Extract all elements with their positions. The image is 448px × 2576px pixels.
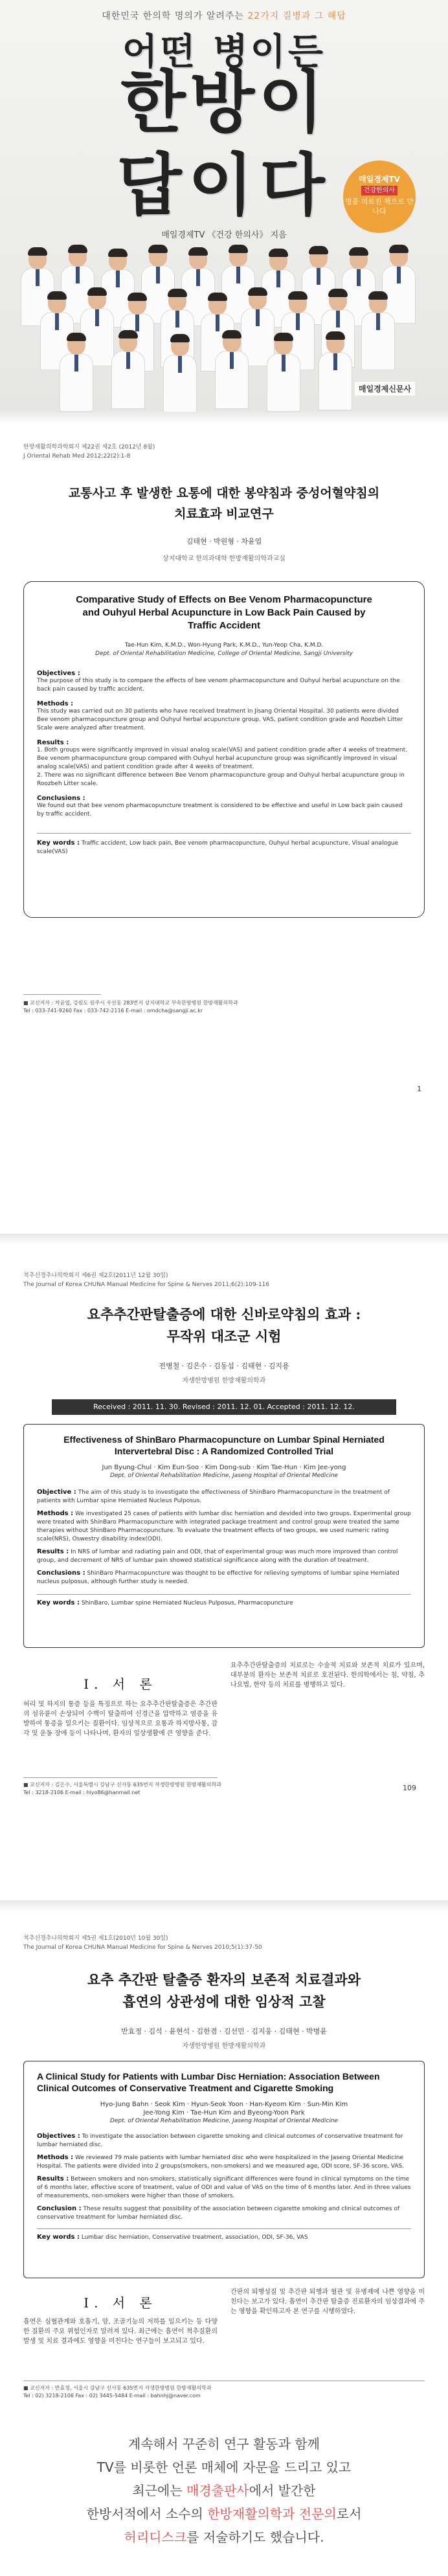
paper-3 [0,1900,448,2412]
paper3-body-right: 간판의 퇴행성질 및 추간판 퇴행과 혈관 및 유병제에 나쁜 영향을 미친다는 보고가 있다. 흡연이 추간판 탈출증 진료환자의 임상결과에 주는 영향을 확인하고자 본 연구를 시행하였다. [230,2289,425,2315]
paper3-footnote-line1: ■ 교신저자 : 반효정, 서울시 강남구 신사동 635번지 자생한방병원 한방재활의학과 [23,2385,212,2391]
paper-2 [0,1234,448,1900]
paper2-abstract-title-line2: Intervertebral Disc : A Randomized Controlled Trial [114,1446,334,1456]
publisher-logo: 매일경제신문사 [355,382,415,395]
paper1-methods [37,700,411,733]
paper1-footnote [23,999,238,1015]
paper1-objectives-label: Objectives : [37,670,80,677]
paper2-methods-label: Methods : [37,1510,74,1517]
page-shadow [0,1234,448,1245]
closing-line3-pre: 최근에는 [132,2483,187,2498]
cover-author: 매일경제TV 《건강 한의사》 지음 [161,230,287,240]
paper3-meta-line2: The Journal of Korea CHUNA Manual Medicine for Spine & Nerves 2010;5(1):37-50 [23,1944,262,1951]
paper2-footnote-line2: Tel : 3218-2106 E-mail : hiyo86@hanmail.net [23,1790,140,1795]
cover-badge [343,161,416,233]
doctor-figure [317,333,353,410]
paper3-abstract-authors-line1: Hyo-Jung Bahn · Seok Kim · Hyun-Seok Yoon · Han-Kyeom Kim · Sun-Min Kim [100,2101,348,2108]
paper2-authors: 전병철 · 김은수 · 김동섭 · 김태현 · 김지용 [159,1362,289,1370]
paper3-objectives-label: Objectives : [37,2133,80,2140]
paper3-keywords-text: Lumbar disc herniation, Conservative treatment, association, ODI, SF-36, VAS [81,2234,308,2241]
paper2-abstract-title-line1: Effectiveness of ShinBaro Pharmacopuncture on Lumbar Spinal Herniated [63,1434,385,1445]
paper2-conclusions [37,1569,411,1586]
closing-line5 [0,2526,448,2549]
cover-badge-channel: 매일경제TV [359,175,400,184]
paper1-results [37,739,411,788]
paper2-results-label: Results : [37,1548,69,1555]
paper3-conclusion-label: Conclusion : [37,2205,82,2212]
doctor-figure [162,335,198,412]
closing-line2: TV를 비롯한 언론 매체에 자문을 드리고 있고 [96,2459,352,2475]
paper2-dates-bar: Received : 2011. 11. 30. Revised : 2011. 12. 01. Accepted : 2011. 12. 12. [52,1399,396,1415]
cover-title-line1: 어떤 병이든 [122,31,326,73]
paper1-results-text-1: 1. Both groups were significantly improved in visual analog scale(VAS) and patient condition grade after 4 weeks of treatment. Bee venom pharmacopuncture group compared with Ouhyul herbal acupuncture group was significantly improved in visual analog scale(VAS) and patient condition grade after 4 weeks of treatment. [37,747,407,770]
paper2-meta [23,1271,269,1289]
paper1-keywords-text: Traffic accident, Low back pain, Bee venom pharmacopuncture, Ouhyul herbal acupuncture, Visual analogue scale(VAS) [37,840,399,855]
paper1-abstract-authors: Tae-Hun Kim, K.M.D., Won-Hyung Park, K.M.D., Yun-Yeop Cha, K.M.D. [124,642,324,649]
paper3-abstract-authors-line2: Jee-Yong Kim · Tae-Hun Kim and Byeong-Yoon Park [143,2109,305,2116]
paper3-methods-label: Methods : [37,2154,74,2161]
paper2-title [0,1304,448,1348]
paper1-methods-text: This study was carried out on 30 patients who have received treatment in Jisang Oriental Hospital. 30 patients were divided Bee venom pharmacopuncture group and Ouhyul herbal acupuncture group. VAS, patient condition grade and Roozbeh Litter Scale were analyzed after treatment. [37,708,403,731]
paper1-footnote-line2: Tel : 033-741-9260 Fax : 033-742-2116 E-mail : omdcha@sangji.ac.kr [23,1008,203,1014]
cover-tagline-highlight: 22가지 질병과 그 해답 [247,11,346,21]
paper2-objective-text: The aim of this study is to investigate the effectiveness of ShinBaro Pharmacopuncture in the treatment of patients with Lumbar spine Herniated Nucleus Pulposus. [37,1489,390,1504]
paper2-keywords [37,1599,411,1608]
paper2-body-left: 허리 및 하지의 통증 등을 특징으로 하는 요추추간판탈출증은 추간판의 섬유륜이 손상되어 수핵이 탈출하여 신경근을 압박하고 염증을 유발하여 통증을 일으키는 질환이다. 임상적으로 요통과 하지방사통, 감각 및 운동 장애 등이 나타나며, 환자의 일상생활에 큰 영향을 준다. [23,1701,218,1737]
paper1-abstract-title-line2: and Ouhyul Herbal Acupuncture in Low Back Pain Caused by [82,607,366,618]
paper1-title-line1: 교통사고 후 발생한 요통에 대한 봉약침과 중성어혈약침의 [68,486,380,500]
paper1-abstract-box [23,581,425,918]
paper1-abstract-affiliation: Dept. of Oriental Rehabilitation Medicine, College of Oriental Medicine, Sangji University [95,650,353,657]
paper2-keywords-text: ShinBaro, Lumbar spine Herniated Nucleus Pulposus, Pharmacopuncture [81,1600,293,1606]
paper3-conclusion-text: These results suggest that possibility of the association between cigarette smoking and clinical outcomes of conservative treatment for lumbar herniated disc. [37,2206,399,2221]
doctor-figure [360,293,396,370]
closing-line4-pre: 한방서적에서 소수의 [86,2506,208,2522]
paper2-results [37,1548,411,1565]
paper2-methods-text: We investigated 25 cases of patients with lumbar disc herniation and devided into two groups. Experimental group were treated with ShinBaro Pharmacopuncture with integrated package treatment and control group were treated the same therapies without ShinBaro Pharmacopuncture. To evaluate the treatment effects of two groups, we used numeric rating scale(NRS), Oswestry disability index(ODI). [37,1511,411,1542]
paper3-keywords-label: Key words : [37,2234,80,2241]
paper-1 [0,412,448,1234]
paper2-footnote [23,1781,230,1797]
paper3-meta-line1: 척추신경추나의학회지 제5권 제1호(2010년 10월 30일) [23,1935,168,1942]
doctor-figure [265,334,302,412]
closing-line4-post: 로서 [336,2506,362,2522]
cover-tagline-prefix: 대한민국 한의학 명의가 알려주는 [102,11,244,21]
paper3-abstract-authors [37,2100,411,2117]
paper3-methods [37,2153,411,2171]
paper1-footnote-rule [23,994,101,995]
cover-badge-text: 명품 의료진 책으로 만나다 [344,197,414,216]
paper1-keywords-rule [37,833,411,834]
doctor-figure [214,331,250,409]
cover-title-line2: 한방이 [120,63,328,142]
paper2-affiliation: 자생한방병원 한방재활의학과 [182,1377,266,1384]
paper2-conclusions-text: ShinBaro Pharmacopuncture was thought to be effective for relieving symptoms of lumbar spine Herniated nucleus pulposus, although further study is needed. [37,1570,399,1585]
closing-line5-post: 를 저술하기도 했습니다. [186,2529,324,2545]
paper1-title-line2: 치료효과 비교연구 [174,507,274,521]
paper2-title-line2: 무작위 대조군 시험 [166,1328,282,1344]
paper3-affiliation: 자생한방병원 한방재활의학과 [182,2043,266,2050]
paper2-section-heading: Ⅰ. 서 론 [84,1676,157,1692]
paper1-keywords [37,839,411,856]
closing-specialist-highlight: 한방재활의학과 전문의 [207,2506,337,2522]
paper2-body-right: 요추추간판탈출증의 치료로는 수술적 치료와 보존적 치료가 있으며, 대부분의 환자는 보존적 치료로 호전된다. 한의학에서는 침, 약침, 추나요법, 한약 등의 치료를 병행하고 있다. [230,1662,425,1689]
paper3-title-line2: 흡연의 상관성에 대한 임상적 고찰 [122,1993,326,2010]
closing-line3 [0,2479,448,2502]
paper3-objectives [37,2132,411,2149]
paper3-conclusion [37,2204,411,2222]
paper2-meta-line1: 척추신경추나의학회지 제6권 제2호(2011년 12월 30일) [23,1272,168,1279]
paper3-footnote [23,2384,212,2400]
paper1-conclusions [37,795,411,819]
paper2-abstract-box [23,1424,425,1648]
paper1-meta-line1: 한방재활의학과학회지 제22권 제2호 (2012년 8월) [23,444,155,450]
paper3-title-line1: 요추 추간판 탈출증 환자의 보존적 치료결과와 [87,1971,361,1988]
paper3-authors: 반효정 · 김석 · 윤현석 · 김한겸 · 김선민 · 김지웅 · 김태현 · 박병윤 [121,2027,327,2036]
page-shadow [0,1900,448,1912]
paper2-abstract-title [37,1434,411,1457]
closing-line3-post: 에서 발간한 [249,2483,316,2498]
paper1-meta [23,443,155,461]
paper2-abstract-affiliation: Dept. of Oriental Rehabilitation Medicine, Jaseng Hospital of Oriental Medicine [109,1472,339,1479]
paper1-affiliation: 상지대학교 한의과대학 한방재활의학과교실 [162,555,286,562]
paper2-methods [37,1509,411,1544]
paper2-title-line1: 요추추간판탈출증에 대한 신바로약침의 효과 : [87,1306,361,1322]
paper1-title [0,483,448,524]
cover-tagline [0,9,448,22]
paper3-objectives-text: To investigate the association between cigarette smoking and clinical outcomes of conservative treatment for lumbar herniated disc. [37,2133,403,2148]
paper1-results-text-2: 2. There was no significant difference between Bee Venom pharmacopuncture group and Ouhyul herbal acupuncture group in Roozbeh Litter scale. [37,772,405,787]
book-cover [0,0,448,412]
paper2-abstract-authors: Jun Byung-Chul · Kim Eun-Soo · Kim Dong-sub · Kim Tae-Hun · Kim Jee-yong [102,1464,346,1471]
closing-line4 [0,2502,448,2526]
paper2-page-number: 109 [403,1784,416,1792]
doctor-figure [58,334,95,412]
closing-text [0,2432,448,2549]
closing-publisher-highlight: 매경출판사 [186,2483,249,2498]
paper3-abstract-affiliation: Dept. of Oriental Rehabilitation Medicine, Jaseng Hospital of Oriental Medicine [109,2118,339,2124]
paper3-results-label: Results : [37,2175,69,2182]
paper2-keywords-rule [37,1594,411,1595]
paper3-title [0,1969,448,2013]
paper3-methods-text: We reviewed 79 male patients with lumbar herniated disc who were hospitalized in the Jaseng Oriental Medicine Hospital. The patients were divided into 2 groups(smokers, non-smokers) and we measured age, ODI score, SF-36 score, VAS. [37,2155,405,2170]
paper1-conclusions-text: We found out that bee venom pharmacopuncture treatment is considered to be effective and useful in Low back pain caused by traffic accident. [37,803,403,817]
paper3-keywords [37,2233,411,2242]
paper1-abstract-title-line3: Traffic Accident [188,620,260,631]
paper2-footnote-rule [23,1777,218,1778]
cover-badge-show: 건강한의사 [361,186,398,195]
paper3-meta [23,1934,262,1952]
paper1-objectives-text: The purpose of this study is to compare the effects of bee venom pharmacopuncture and Ouhyul herbal acupuncture on the back pain caused by traffic accident. [37,678,400,693]
paper3-abstract-title [37,2071,411,2094]
page-shadow [0,412,448,423]
paper2-meta-line2: The Journal of Korea CHUNA Manual Medicine for Spine & Nerves 2011;6(2):109-116 [23,1282,270,1288]
closing-line1: 계속해서 꾸준히 연구 활동과 함께 [128,2436,320,2452]
paper1-abstract-title [37,594,411,632]
paper3-results-text: Between smokers and non-smokers, statistically significant differences were found in clinical symptoms on the time of 6 months later, effective score of treatment, value of ODI and value of VAS on the time of 6 months later. And in three values of measurements, non-smokers were higher than those of smokers. [37,2176,411,2199]
paper3-abstract-title-line1: A Clinical Study for Patients with Lumbar Disc Herniation: Association Between [37,2071,380,2082]
paper3-abstract-title-line2: Clinical Outcomes of Conservative Treatment and Cigarette Smoking [37,2083,334,2093]
paper1-keywords-label: Key words : [37,839,80,847]
paper3-abstract-box [23,2061,425,2278]
paper1-conclusions-label: Conclusions : [37,795,85,802]
paper1-results-label: Results : [37,739,69,746]
paper3-footnote-line2: Tel : 02) 3218-2106 Fax : 02) 3445-5484 E-mail : bahnhj@naver.com [23,2393,201,2399]
doctor-figure [110,331,146,409]
paper2-footnote-line1: ■ 교신저자 : 김은수, 서울특별시 강남구 신사동 635번지 자생한방병원 한방재활의학과 [23,1782,221,1788]
paper1-abstract-title-line1: Comparative Study of Effects on Bee Venom Pharmacopuncture [76,594,372,605]
paper1-footnote-line1: ■ 교신저자 : 차윤엽, 강원도 원주시 우산동 283번지 상지대학교 부속한방병원 한방재활의학과 [23,1000,238,1006]
paper3-body-left: 흡연은 심혈관계와 호흡기, 암, 조골기능의 저하를 일으키는 등 다양한 질환의 주요 위험인자로 알려져 있다. 최근에는 흡연이 척추질환의 발생 및 치료 결과에도 영향을 미친다는 연구들이 보고되고 있다. [23,2318,218,2345]
paper2-conclusions-label: Conclusions : [37,1570,85,1577]
paper1-methods-label: Methods : [37,700,74,707]
paper1-objectives [37,670,411,694]
paper2-keywords-label: Key words : [37,1599,80,1606]
paper1-page-number: 1 [417,1085,421,1093]
closing-disc-highlight: 허리디스크 [124,2529,187,2545]
paper3-results [37,2175,411,2201]
paper1-meta-line2: J Oriental Rehab Med 2012;22(2):1-8 [23,453,131,460]
paper2-objective-label: Objective : [37,1489,76,1496]
cover-title-line3: 답이다 [117,146,331,225]
paper3-section-heading: Ⅰ. 서 론 [84,2295,157,2311]
paper1-authors: 김태현 · 박원형 · 차윤엽 [186,537,262,546]
paper2-results-text: In NRS of lumbar and radiating pain and ODI, that of experimental group was much more improved than control group, and decrement of NRS of lumbar pain showed statistical significance along with the duration of treatment. [37,1549,398,1564]
paper3-keywords-rule [37,2228,411,2229]
paper2-objective [37,1488,411,1505]
